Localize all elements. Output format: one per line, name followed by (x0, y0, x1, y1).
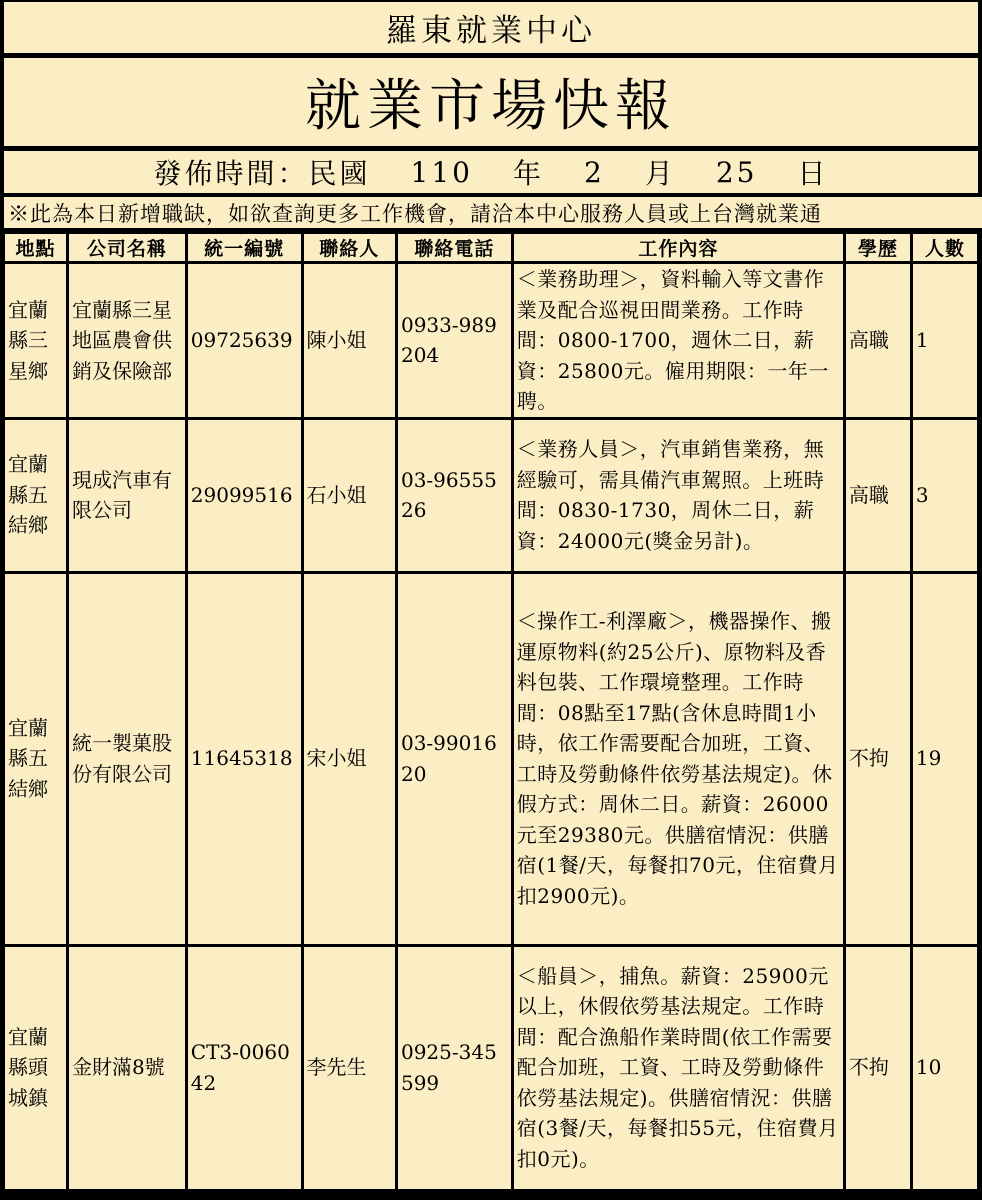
date-day-unit: 日 (797, 157, 829, 190)
col-company: 公司名稱 (69, 234, 185, 261)
table-row (5, 420, 977, 571)
cell-phone: 03-9901620 (398, 574, 511, 944)
col-contact: 聯絡人 (304, 234, 395, 261)
cell-contact: 陳小姐 (304, 264, 395, 417)
cell-education: 高職 (846, 264, 910, 417)
date-month: 2 (583, 155, 605, 189)
cell-company: 統一製菓股份有限公司 (69, 574, 185, 944)
cell-headcount: 3 (913, 420, 977, 571)
cell-tax-id: 29099516 (188, 420, 301, 571)
table-row (5, 947, 977, 1189)
cell-education: 不拘 (846, 947, 910, 1189)
col-tax-id: 統一編號 (188, 234, 301, 261)
cell-description: ＜船員＞，捕魚。薪資：25900元以上，休假依勞基法規定。工作時間：配合漁船作業時間(依工作需要配合加班，工資、工時及勞動條件依勞基法規定)。供膳宿情況：供膳宿(3餐/天，每餐扣55元，住宿費月扣0元)。 (514, 947, 843, 1189)
date-month-unit: 月 (644, 157, 676, 190)
cell-headcount: 1 (913, 264, 977, 417)
cell-phone: 0925-345599 (398, 947, 511, 1189)
jobs-table (2, 231, 980, 1192)
cell-contact: 宋小姐 (304, 574, 395, 944)
cell-education: 不拘 (846, 574, 910, 944)
cell-company: 現成汽車有限公司 (69, 420, 185, 571)
col-location: 地點 (5, 234, 66, 261)
cell-location: 宜蘭縣五結鄉 (5, 420, 66, 571)
cell-location: 宜蘭縣五結鄉 (5, 574, 66, 944)
cell-phone: 0933-989204 (398, 264, 511, 417)
cell-phone: 03-9655526 (398, 420, 511, 571)
col-headcount: 人數 (913, 234, 977, 261)
cell-tax-id: 11645318 (188, 574, 301, 944)
col-description: 工作內容 (514, 234, 843, 261)
cell-description: ＜業務助理＞，資料輸入等文書作業及配合巡視田間業務。工作時間：0800-1700，週休二日，薪資：25800元。僱用期限：一年一聘。 (514, 264, 843, 417)
center-name: 羅東就業中心 (4, 2, 978, 53)
col-education: 學歷 (846, 234, 910, 261)
cell-headcount: 10 (913, 947, 977, 1189)
cell-description: ＜操作工-利澤廠＞，機器操作、搬運原物料(約25公斤)、原物料及香料包裝、工作環境整理。工作時間：08點至17點(含休息時間1小時，依工作需要配合加班，工資、工時及勞動條件依勞基法規定)。休假方式：周休二日。薪資：26000元至29380元。供膳宿情況：供膳宿(1餐/天，每餐扣70元，住宿費月扣2900元)。 (514, 574, 843, 944)
table-row (5, 264, 977, 417)
date-day: 25 (715, 155, 758, 189)
date-year-unit: 年 (512, 157, 544, 190)
cell-contact: 石小姐 (304, 420, 395, 571)
table-row (5, 574, 977, 944)
cell-headcount: 19 (913, 574, 977, 944)
publish-date (4, 151, 978, 193)
cell-tax-id: CT3-006042 (188, 947, 301, 1189)
cell-company: 宜蘭縣三星地區農會供銷及保險部 (69, 264, 185, 417)
date-label: 發佈時間：民國 (153, 157, 371, 190)
cell-tax-id: 09725639 (188, 264, 301, 417)
cell-contact: 李先生 (304, 947, 395, 1189)
cell-location: 宜蘭縣三星鄉 (5, 264, 66, 417)
notice-text: ※此為本日新增職缺，如欲查詢更多工作機會，請洽本中心服務人員或上台灣就業通 (4, 197, 982, 228)
table-header-row (5, 234, 977, 261)
cell-location: 宜蘭縣頭城鎮 (5, 947, 66, 1189)
cell-company: 金財滿8號 (69, 947, 185, 1189)
col-phone: 聯絡電話 (398, 234, 511, 261)
cell-description: ＜業務人員＞，汽車銷售業務，無經驗可，需具備汽車駕照。上班時間：0830-1730，周休二日，薪資：24000元(獎金另計)。 (514, 420, 843, 571)
page-title: 就業市場快報 (4, 58, 978, 146)
cell-education: 高職 (846, 420, 910, 571)
date-year: 110 (410, 155, 473, 189)
